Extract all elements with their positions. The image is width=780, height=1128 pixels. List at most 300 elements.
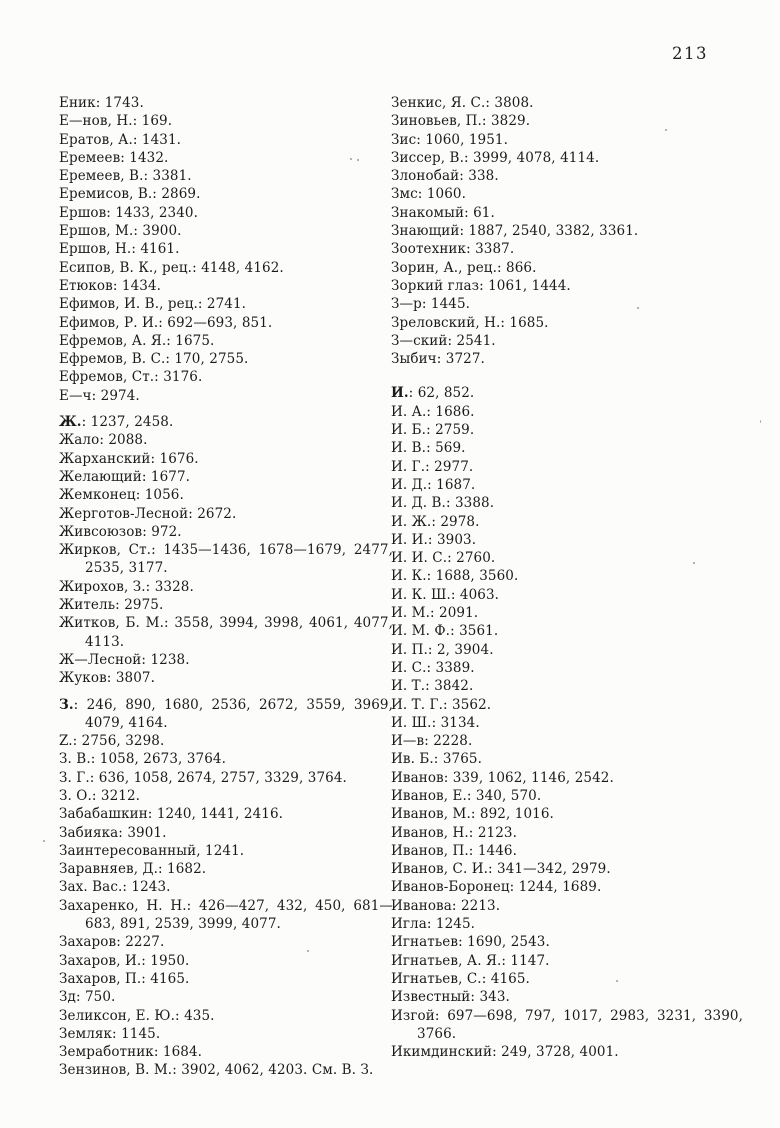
index-entry [391, 878, 743, 896]
index-entry [59, 787, 393, 805]
entry-headword: И. Д. В. [391, 495, 446, 512]
index-entry [391, 112, 743, 130]
entry-headword: Заинтересованный [59, 842, 197, 859]
entry-references: : 972. [142, 523, 182, 540]
index-entry [391, 513, 743, 531]
index-entry [59, 167, 393, 185]
entry-references: : 1245. [426, 916, 476, 933]
entry-references: : 1244, 1689. [509, 879, 602, 896]
entry-headword: Зреловский, Н. [391, 314, 501, 331]
entry-headword: Захаренко, Н. Н. [59, 897, 187, 914]
page-number: 213 [672, 44, 708, 63]
scan-speck [571, 888, 573, 890]
index-column-right [391, 94, 743, 1061]
entry-headword: Зенкис, Я. С. [391, 95, 486, 111]
entry-references: : 1687. [427, 476, 476, 493]
index-entry [391, 604, 743, 622]
index-entry [59, 860, 393, 878]
scan-speck [637, 307, 639, 309]
entry-headword: Захаров, И. [59, 952, 142, 969]
index-entry [391, 1007, 743, 1044]
index-entry [59, 468, 393, 486]
entry-references: : 249, 3728, 4001. [492, 1044, 619, 1061]
entry-headword: И. В. [391, 440, 427, 457]
index-entry [59, 314, 393, 332]
index-entry [59, 332, 393, 350]
entry-headword: Жарханский [59, 450, 151, 467]
entry-references: : 1686. [426, 403, 475, 420]
entry-headword: Ефремов, В. С. [59, 351, 166, 368]
index-entry [391, 259, 743, 277]
index-entry [391, 476, 743, 494]
entry-references: : 1058, 2673, 3764. [90, 751, 226, 768]
entry-headword: Жемконец [59, 487, 136, 504]
entry-headword: Желающий [59, 468, 142, 485]
entry-headword: Иванов, Н. [391, 824, 469, 841]
index-entry [391, 641, 743, 659]
entry-references: : 4161. [131, 241, 180, 258]
entry-references: : 169. [132, 113, 173, 130]
entry-headword: Захаров [59, 934, 117, 951]
entry-references: : 246, 890, 1680, 2536, 2672, 3559, 3969, 4079, 4164. [73, 696, 393, 731]
entry-references: : 3561. [450, 623, 499, 640]
entry-references: : 2977. [425, 458, 474, 475]
entry-headword: Зиновьев, П. [391, 113, 482, 130]
index-entry [59, 769, 393, 787]
index-entry [391, 1043, 743, 1061]
entry-headword: З—ский [391, 332, 448, 349]
entry-headword: Зах. Вас. [59, 879, 123, 896]
index-entry [391, 439, 743, 457]
entry-headword: Ефремов, А. Я. [59, 332, 167, 349]
index-entry [391, 549, 743, 567]
entry-references: : 1060. [417, 186, 466, 203]
entry-references: : 1240, 1441, 2416. [147, 806, 284, 823]
entry-references: : 1243. [122, 879, 171, 896]
entry-headword: Жуков [59, 670, 107, 687]
entry-references: : 1432. [120, 149, 169, 166]
index-entry [59, 523, 393, 541]
entry-references: : 343. [470, 989, 510, 1006]
entry-references: : 435. [175, 1007, 215, 1024]
entry-references: : 2756, 3298. [72, 733, 165, 750]
index-entry [391, 860, 743, 878]
index-entry [391, 222, 743, 240]
entry-headword: Жерготов-Лесной [59, 505, 189, 522]
entry-headword: Жирков, Ст. [59, 542, 152, 559]
index-entry [391, 204, 743, 222]
index-entry [391, 384, 743, 402]
entry-references: : 3212. [91, 787, 141, 804]
entry-references: : 2213. [451, 897, 501, 914]
index-entry [59, 259, 393, 277]
index-entry [391, 952, 743, 970]
index-entry [391, 586, 743, 604]
entry-headword: И. [391, 385, 409, 402]
entry-references: : 3829. [481, 113, 531, 130]
entry-references: : 1147. [501, 952, 550, 969]
entry-references: : 3903. [427, 531, 477, 548]
entry-headword: Ершов, Н. [59, 241, 132, 258]
entry-headword: Зиссер, В. [391, 149, 464, 166]
entry-headword: З. В. [59, 751, 91, 768]
index-entry [59, 1025, 393, 1043]
entry-references: : 2869. [152, 186, 201, 203]
entry-headword: Ефимов, И. В., рец. [59, 296, 198, 313]
entry-headword: Иванова [391, 897, 452, 914]
index-entry [59, 750, 393, 768]
entry-headword: Зис [391, 131, 417, 148]
entry-references: : 2123. [468, 824, 517, 841]
index-entry [391, 494, 743, 512]
entry-references: : 2672. [188, 505, 237, 522]
index-entry [59, 988, 393, 1006]
index-entry [391, 295, 743, 313]
entry-references: : 4165. [481, 970, 530, 987]
scan-speck [693, 562, 695, 564]
entry-references: : 866. [496, 259, 537, 276]
entry-references: : 2227. [116, 934, 165, 951]
index-entry [391, 531, 743, 549]
index-entry [391, 714, 743, 732]
index-entry [391, 240, 743, 258]
entry-headword: Земляк [59, 1025, 113, 1042]
entry-references: : 3388. [445, 495, 495, 512]
index-entry [59, 431, 393, 449]
index-entry [391, 787, 743, 805]
scan-speck [357, 159, 359, 161]
entry-headword: Ив. Б. [391, 751, 434, 768]
entry-headword: Ершов, М. [59, 223, 134, 240]
entry-references: : 426—427, 432, 450, 681—683, 891, 2539, 3999, 4077. [85, 897, 393, 933]
entry-references: : 2759. [426, 422, 475, 439]
index-entry [391, 897, 743, 915]
index-entry [391, 769, 743, 787]
index-entry [391, 403, 743, 421]
entry-headword: Злонобай [391, 168, 460, 185]
entry-headword: Иванов, М. [391, 806, 471, 823]
entry-references: : 3901. [118, 824, 167, 841]
entry-headword: Зензинов, В. М. [59, 1062, 173, 1079]
index-entry [391, 277, 743, 295]
index-entry [59, 222, 393, 240]
index-entry [59, 669, 393, 687]
entry-references: : 750. [75, 989, 116, 1006]
entry-headword: Ефимов, Р. И. [59, 314, 159, 331]
entry-references: : 3999, 4078, 4114. [463, 149, 600, 166]
entry-references: : 1682. [158, 861, 207, 878]
entry-references: : 569. [426, 440, 466, 457]
index-entry [391, 185, 743, 203]
entry-references: : 4063. [450, 586, 500, 603]
entry-headword: Змс [391, 186, 418, 203]
entry-references: : 2974. [91, 387, 140, 404]
entry-headword: Игнатьев, С. [391, 970, 482, 987]
index-entry [59, 131, 393, 149]
scan-speck [350, 158, 352, 160]
index-entry [391, 622, 743, 640]
entry-headword: И. И. С. [391, 550, 448, 567]
entry-headword: Изгой [391, 1007, 435, 1024]
entry-headword: Ератов, А. [59, 131, 133, 148]
entry-headword: И. Т. Г. [391, 696, 443, 713]
entry-headword: Ж. [59, 414, 82, 431]
entry-headword: И. К. Ш. [391, 586, 451, 603]
entry-headword: Знающий [391, 223, 460, 240]
entry-references: : 3176. [154, 369, 203, 386]
entry-references: : 1684. [153, 1044, 203, 1061]
scan-speck [616, 980, 618, 982]
entry-references: : 3902, 4062, 4203. См. В. З. [172, 1062, 374, 1079]
index-entry [59, 696, 393, 733]
entry-headword: З—р [391, 296, 422, 313]
entry-headword: Житков, Б. М. [59, 615, 164, 632]
entry-headword: З. О. [59, 787, 92, 804]
index-entry [59, 897, 393, 934]
entry-references: : 3389. [426, 659, 475, 676]
index-entry [59, 149, 393, 167]
index-column-left [59, 94, 393, 1080]
index-entry [391, 750, 743, 768]
index-entry [59, 651, 393, 669]
index-entry [59, 185, 393, 203]
entry-references: : 340, 570. [466, 787, 542, 804]
index-entry [391, 94, 743, 112]
index-entry [391, 314, 743, 332]
entry-references: : 2978. [431, 513, 480, 530]
index-entry [59, 541, 393, 578]
entry-headword: И. Ш. [391, 714, 432, 731]
entry-references: : 3765. [433, 751, 482, 768]
entry-headword: И. И. [391, 531, 428, 548]
entry-references: : 892, 1016. [470, 806, 554, 823]
entry-headword: Еремеев, В. [59, 168, 144, 185]
entry-references: : 1685. [500, 314, 549, 331]
index-entry [391, 842, 743, 860]
entry-references: : 338. [459, 168, 499, 185]
index-entry [391, 131, 743, 149]
entry-references: : 2228. [424, 733, 473, 750]
entry-headword: Иванов, П. [391, 842, 469, 859]
entry-headword: И. Д. [391, 476, 428, 493]
index-entry [59, 970, 393, 988]
entry-references: : 2, 3904. [427, 641, 494, 658]
entry-headword: И. М. Ф. [391, 623, 451, 640]
entry-references: : 1688, 3560. [426, 568, 519, 585]
index-entry [59, 732, 393, 750]
scan-speck [665, 129, 667, 131]
entry-references: , 1241. [196, 842, 245, 859]
entry-headword: И. Г. [391, 458, 426, 475]
entry-references: : 636, 1058, 2674, 2757, 3329, 3764. [89, 769, 347, 786]
entry-headword: Иванов, Е. [391, 787, 467, 804]
entry-references: : 1743. [95, 95, 144, 111]
entry-references: : 3727. [436, 351, 485, 368]
entry-headword: Икимдинский [391, 1044, 493, 1061]
entry-references: : 1690, 2543. [458, 934, 550, 951]
entry-headword: Знакомый [391, 204, 465, 221]
index-entry [59, 578, 393, 596]
entry-references: : 2975. [115, 597, 164, 614]
entry-headword: И. С. [391, 659, 427, 676]
index-entry [59, 295, 393, 313]
entry-references: : 341—342, 2979. [488, 861, 611, 878]
entry-headword: Игла [391, 916, 427, 933]
index-entry [391, 332, 743, 350]
entry-headword: Жало [59, 432, 100, 449]
entry-references: : 1677. [141, 468, 191, 485]
entry-headword: Зд [59, 989, 76, 1006]
scan-speck [760, 420, 761, 423]
entry-headword: Жирохов, З. [59, 578, 146, 595]
entry-references: : 3562. [442, 696, 492, 713]
entry-references: : 170, 2755. [165, 351, 249, 368]
entry-references: : 692—693, 851. [158, 314, 273, 331]
entry-headword: Известный [391, 989, 471, 1006]
entry-references: : 3134. [431, 714, 480, 731]
entry-references: : 3807. [106, 670, 155, 687]
entry-headword: Иванов-Боронец [391, 879, 510, 896]
entry-references: : 1887, 2540, 3382, 3361. [459, 223, 639, 240]
index-entry [59, 1043, 393, 1061]
index-entry [59, 112, 393, 130]
entry-references: : 1433, 2340. [106, 204, 199, 221]
index-entry [59, 1061, 393, 1079]
index-entry [59, 368, 393, 386]
index-entry [59, 1007, 393, 1025]
entry-headword: Забияка [59, 824, 119, 841]
entry-headword: Иванов [391, 769, 444, 786]
entry-references: : 3900. [133, 223, 182, 240]
entry-references: : 3387. [466, 241, 515, 258]
index-entry [391, 350, 743, 368]
entry-headword: Иванов, С. И. [391, 861, 489, 878]
entry-references: : 1435—1436, 1678—1679, 2477, 2535, 3177. [85, 542, 393, 577]
entry-references: : 1431. [132, 131, 182, 148]
entry-references: : 2088. [99, 432, 148, 449]
index-entry [391, 824, 743, 842]
entry-headword: Еремисов, В. [59, 186, 153, 203]
entry-headword: Еремеев [59, 149, 121, 166]
entry-references: : 1061, 1444. [479, 277, 571, 294]
entry-references: : 1237, 2458. [81, 414, 174, 431]
index-entry [59, 952, 393, 970]
entry-references: : 2541. [447, 332, 496, 349]
entry-references: : 3381. [143, 168, 192, 185]
entry-references: : 1446. [468, 842, 517, 859]
entry-headword: Живсоюзов [59, 523, 143, 540]
index-entry [391, 732, 743, 750]
index-entry [59, 277, 393, 295]
entry-references: : 697—698, 797, 1017, 2983, 3231, 3390, 3766. [417, 1007, 743, 1042]
entry-references: : 339, 1062, 1146, 2542. [443, 769, 614, 786]
index-entry [59, 878, 393, 896]
entry-headword: Зыбич [391, 351, 437, 368]
index-entry [59, 842, 393, 860]
entry-references: : 1145. [112, 1025, 161, 1042]
entry-references: : 1445. [421, 296, 471, 313]
index-entry [59, 805, 393, 823]
entry-references: : 2741. [197, 296, 247, 313]
index-entry [59, 824, 393, 842]
entry-references: : 3558, 3994, 3998, 4061, 4077, 4113. [85, 615, 394, 650]
index-entry [59, 933, 393, 951]
scan-speck [43, 840, 45, 842]
index-entry [391, 567, 743, 585]
entry-headword: Е—ч [59, 387, 92, 404]
entry-headword: Ефремов, Ст. [59, 369, 155, 386]
entry-headword: Ершов [59, 204, 107, 221]
entry-headword: Еник [59, 95, 96, 111]
entry-references: : 1676. [150, 450, 199, 467]
entry-headword: Игнатьев [391, 934, 459, 951]
entry-references: : 4148, 4162. [192, 259, 284, 276]
entry-headword: Забабашкин [59, 806, 148, 823]
entry-headword: Ж—Лесной [59, 651, 142, 668]
entry-references: : 3328. [145, 578, 194, 595]
index-entry [391, 149, 743, 167]
entry-headword: Е—нов, Н. [59, 113, 133, 130]
entry-headword: И. П. [391, 641, 428, 658]
entry-references: : 1238. [141, 651, 190, 668]
entry-references: : 1060, 1951. [416, 131, 509, 148]
index-entry [391, 988, 743, 1006]
entry-references: : 1675. [166, 332, 215, 349]
index-entry [59, 350, 393, 368]
entry-headword: Заравняев, Д. [59, 861, 159, 878]
entry-references: : 1434. [112, 277, 162, 294]
entry-headword: Житель [59, 597, 116, 614]
index-entry [59, 94, 393, 112]
index-entry [59, 204, 393, 222]
entry-references: : 61. [464, 204, 495, 221]
index-entry [59, 413, 393, 431]
index-entry [391, 933, 743, 951]
entry-references: : 62, 852. [408, 385, 475, 402]
entry-references: : 1950. [141, 952, 190, 969]
index-entry [391, 167, 743, 185]
index-entry [391, 659, 743, 677]
index-entry [391, 970, 743, 988]
entry-headword: Зорин, А., рец. [391, 259, 497, 276]
index-entry [59, 450, 393, 468]
entry-references: : 3842. [425, 678, 474, 695]
scan-speck [307, 950, 309, 952]
entry-headword: Зоотехник [391, 241, 467, 258]
index-entry [59, 505, 393, 523]
entry-headword: И. Б. [391, 422, 427, 439]
entry-headword: З. Г. [59, 769, 90, 786]
entry-headword: И. Т. [391, 678, 426, 695]
index-entry [59, 240, 393, 258]
index-entry [391, 696, 743, 714]
index-entry [391, 458, 743, 476]
entry-headword: И. М. [391, 605, 430, 622]
index-entry [59, 614, 393, 651]
index-entry [59, 486, 393, 504]
entry-headword: З. [59, 696, 74, 713]
entry-headword: И. Ж. [391, 513, 432, 530]
entry-headword: Зеликсон, Е. Ю. [59, 1007, 176, 1024]
entry-headword: Игнатьев, А. Я. [391, 952, 502, 969]
entry-headword: Земработник [59, 1044, 154, 1061]
index-entry [391, 915, 743, 933]
entry-references: : 2760. [447, 550, 496, 567]
entry-headword: Захаров, П. [59, 970, 142, 987]
index-entry [391, 421, 743, 439]
entry-references: : 4165. [141, 970, 190, 987]
entry-headword: И. А. [391, 403, 427, 420]
